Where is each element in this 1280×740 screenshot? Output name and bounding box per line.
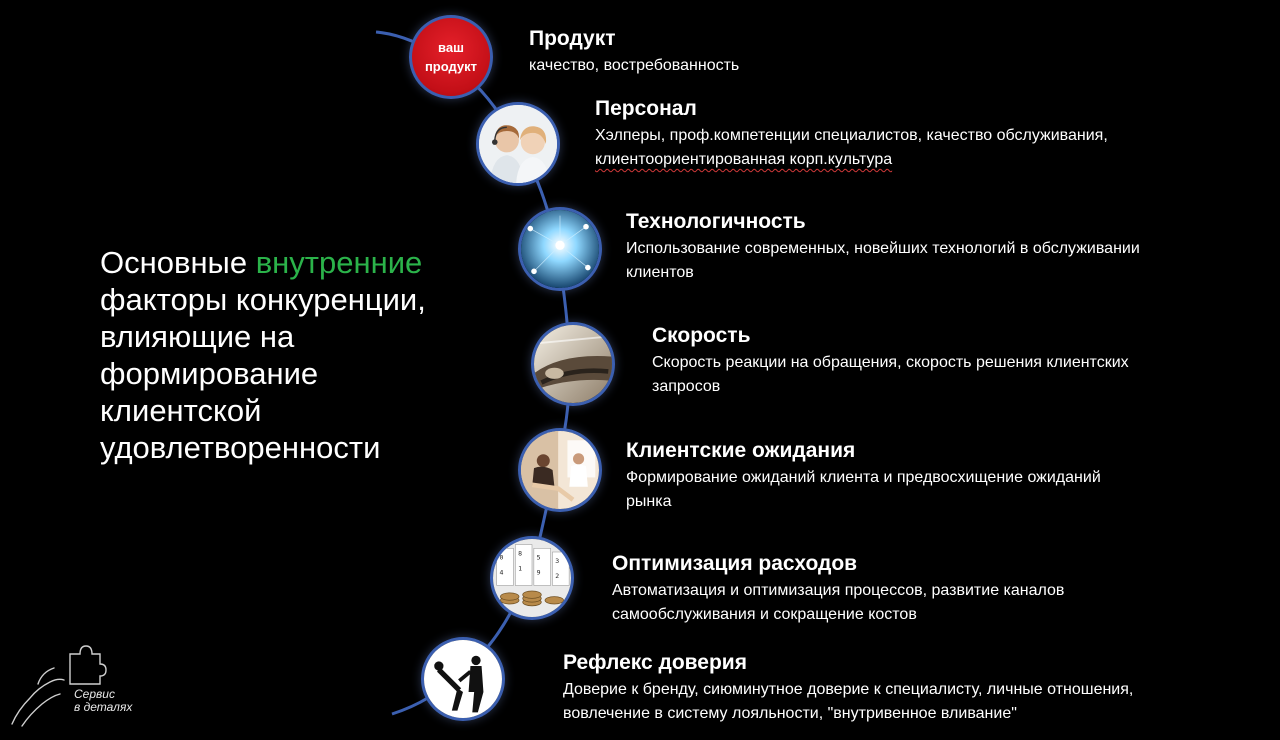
technology-network-icon — [518, 207, 602, 291]
waiting-client-icon — [518, 428, 602, 512]
product-badge — [409, 15, 493, 99]
trust-fall-icon — [421, 637, 505, 721]
svg-text:5: 5 — [536, 553, 541, 562]
speed-car-icon — [531, 322, 615, 406]
svg-text:8: 8 — [518, 549, 522, 558]
slide-heading: Основные внутренние факторы конкуренции, влияющие на формирование клиентской удовлетворенности — [100, 245, 426, 465]
svg-text:4: 4 — [499, 568, 504, 577]
factor-technology — [626, 209, 1140, 285]
heading-accent-word: внутренние — [255, 245, 423, 280]
puzzle-hand-logo — [8, 640, 118, 730]
call-center-agents-icon — [476, 102, 560, 186]
factor-trust-reflex — [563, 650, 1133, 726]
svg-text:1: 1 — [518, 564, 522, 573]
factor-title: Клиентские ожидания — [626, 439, 856, 462]
factor-title: Продукт — [529, 27, 616, 50]
factor-description: Хэлперы, проф.компетенции специалистов, качество обслуживания, клиентоориентированная корп.культура — [595, 127, 1108, 168]
factor-description: Использование современных, новейших технологий в обслуживании клиентов — [626, 240, 1140, 281]
factor-description: качество, востребованность — [529, 57, 740, 74]
svg-text:0: 0 — [499, 553, 504, 562]
factor-title: Скорость — [652, 324, 751, 347]
cost-coins-icon — [490, 536, 574, 620]
factor-title: Персонал — [595, 97, 697, 120]
factor-description: Формирование ожиданий клиента и предвосхищение ожиданий рынка — [626, 469, 1101, 510]
factor-title: Технологичность — [626, 210, 806, 233]
factor-client-expectations — [626, 438, 1101, 514]
badge-line-1: ваш — [438, 40, 464, 55]
factor-title: Рефлекс доверия — [563, 651, 747, 674]
factor-title: Оптимизация расходов — [612, 552, 858, 575]
svg-text:2: 2 — [555, 572, 560, 580]
factor-speed — [652, 323, 1129, 399]
logo-caption: Сервис в деталях — [74, 687, 133, 714]
svg-text:3: 3 — [555, 557, 560, 566]
svg-text:9: 9 — [536, 568, 541, 577]
factor-description: Скорость реакции на обращения, скорость решения клиентских запросов — [652, 354, 1129, 395]
factor-staff — [595, 96, 1108, 172]
factor-product — [529, 26, 739, 78]
badge-line-2: продукт — [424, 59, 478, 74]
factor-description: Автоматизация и оптимизация процессов, развитие каналов самообслуживания и сокращение костов — [612, 582, 1065, 623]
factor-cost-optimisation — [612, 551, 1064, 627]
factor-description: Доверие к бренду, сиюминутное доверие к специалисту, личные отношения, вовлечение в систему лояльности, "внутривенное вливание" — [563, 681, 1134, 722]
